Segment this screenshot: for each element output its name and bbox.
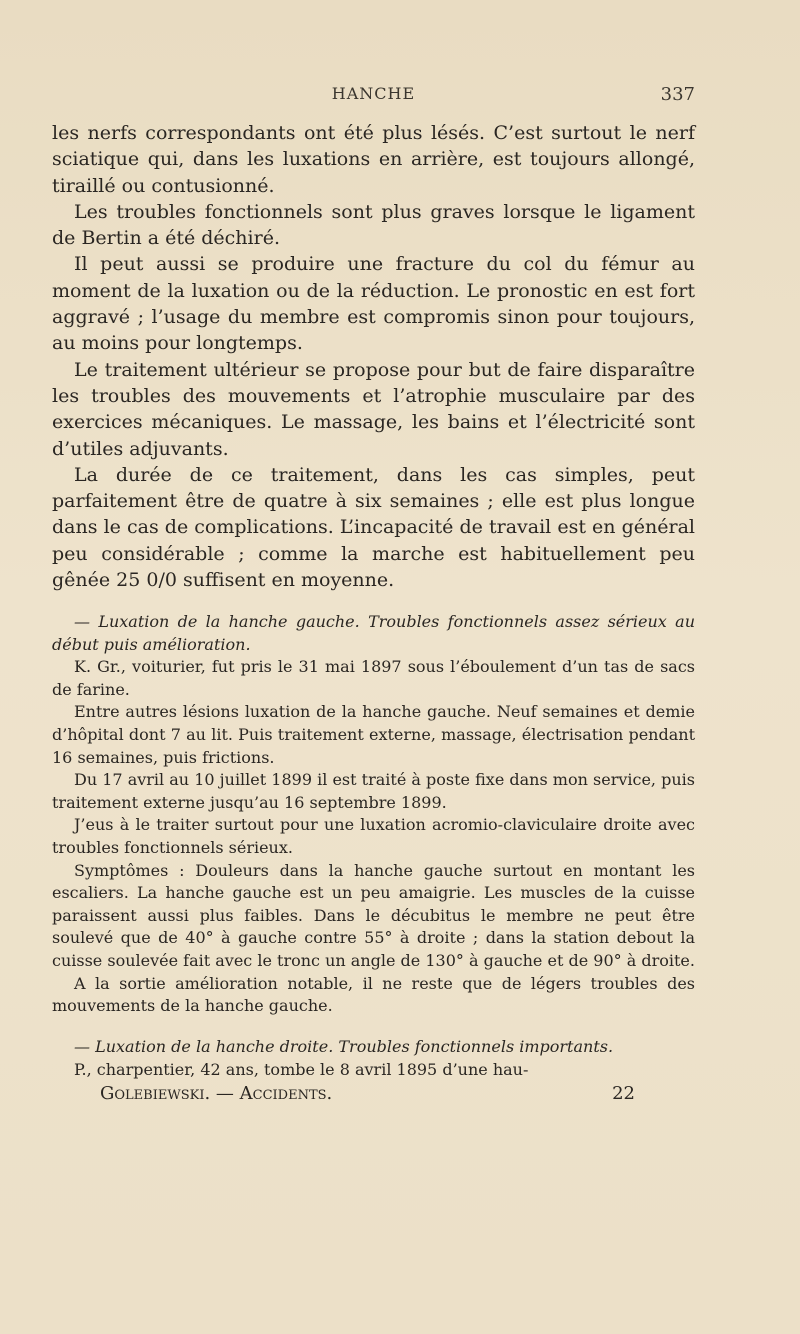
case-paragraph: K. Gr., voiturier, fut pris le 31 mai 1897 sous l’éboulement d’un tas de sacs de farine. (52, 657, 695, 699)
case-title: — Luxation de la hanche gauche. Troubles fonctionnels assez sérieux au début puis amélioration. (52, 612, 695, 654)
signature-mark: 22 (612, 1083, 635, 1104)
footer-title: — Accidents. (215, 1083, 333, 1104)
case-paragraph: J’eus à le traiter surtout pour une luxation acromio-claviculaire droite avec troubles fonctionnels sérieux. (52, 815, 695, 857)
case-paragraph: Symptômes : Douleurs dans la hanche gauche surtout en montant les escaliers. La hanche gauche est un peu amaigrie. Les muscles de la cuisse paraissent aussi plus faibles. Dans le décubitus le membre ne peut être soulevé que de 40° à gauche contre 55° à droite ; dans la station debout la cuisse soulevée fait avec le tronc un angle de 130° à gauche et de 90° à droite. (52, 860, 695, 970)
case-paragraph: P., charpentier, 42 ans, tombe le 8 avril 1895 d’une hau- (74, 1059, 529, 1079)
case-paragraph: Entre autres lésions luxation de la hanche gauche. Neuf semaines et demie d’hôpital dont 7 au lit. Puis traitement externe, massage, électrisation pendant 16 semaines, puis frictions. (52, 702, 695, 767)
case-title: — Luxation de la hanche droite. Troubles fonctionnels importants. (74, 1037, 614, 1056)
running-title: HANCHE (331, 84, 416, 103)
page-footer (100, 1083, 635, 1107)
page-number: 337 (660, 84, 695, 105)
case-paragraph: Du 17 avril au 10 juillet 1899 il est traité à poste fixe dans mon service, puis traitement externe jusqu’au 16 septembre 1899. (52, 770, 695, 812)
paragraph: La durée de ce traitement, dans les cas simples, peut parfaitement être de quatre à six semaines ; elle est plus longue dans le cas de complications. L’incapacité de travail est en général peu considérable ; comme la marche est habituellement peu gênée 25 0/0 suffisent en moyenne. (52, 463, 695, 592)
footer-author-name: Golebiewski. (100, 1083, 211, 1104)
case-report-left-hip (52, 611, 695, 1018)
paragraph: les nerfs correspondants ont été plus lésés. C’est surtout le nerf sciatique qui, dans les luxations en arrière, est toujours allongé, tiraillé ou contusionné. (52, 122, 695, 197)
case-paragraph: A la sortie amélioration notable, il ne reste que de légers troubles des mouvements de la hanche gauche. (52, 973, 695, 1016)
paragraph: Les troubles fonctionnels sont plus graves lorsque le ligament de Bertin a été déchiré. (52, 200, 695, 250)
paragraph: Il peut aussi se produire une fracture du col du fémur au moment de la luxation ou de la réduction. Le pronostic en est fort aggravé ; l’usage du membre est compromis sinon pour toujours, au moins pour longtemps. (52, 253, 695, 355)
body-text (52, 120, 695, 593)
page-header (52, 84, 695, 108)
paragraph: Le traitement ultérieur se propose pour but de faire disparaître les troubles des mouvements et l’atrophie musculaire par des exercices mécaniques. Le massage, les bains et l’électricité sont d’utiles adjuvants. (52, 358, 695, 460)
case-report-right-hip (52, 1036, 695, 1081)
footer-author (100, 1083, 332, 1104)
